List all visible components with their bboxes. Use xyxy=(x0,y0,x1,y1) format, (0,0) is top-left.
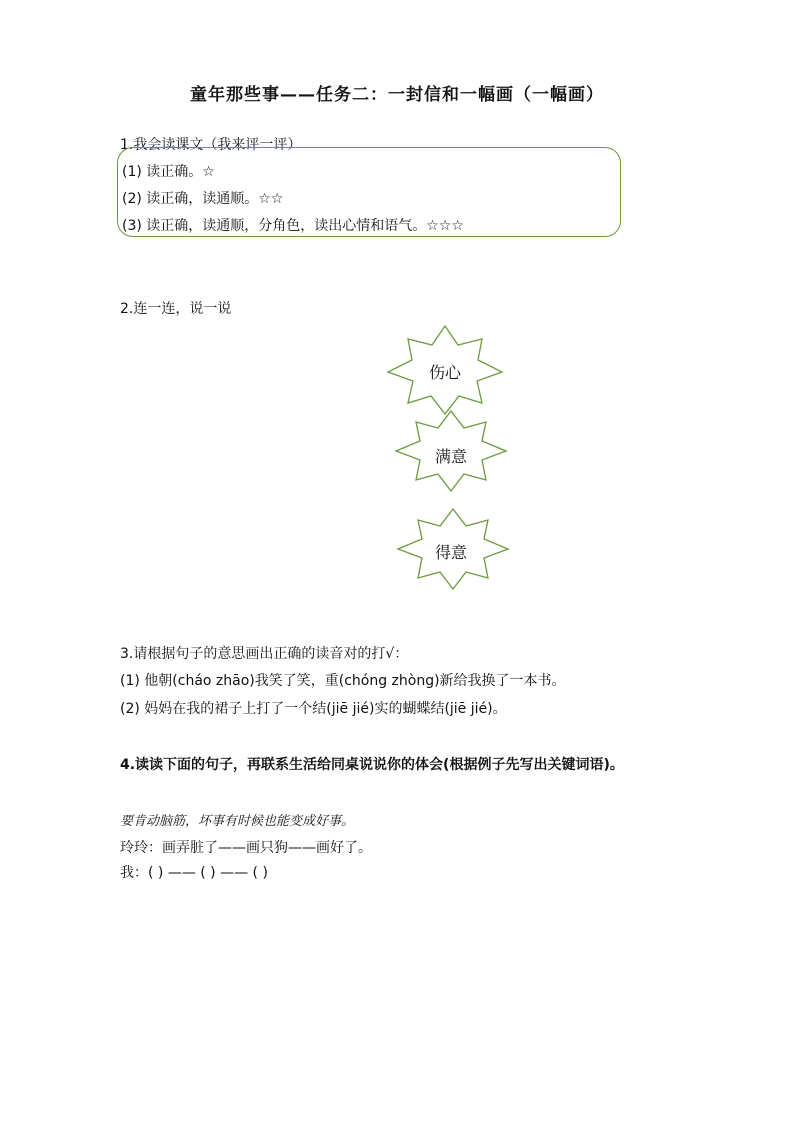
word-manyi: 满意 xyxy=(434,447,467,466)
section4-answer-line: 我：( ) —— ( ) —— ( ) xyxy=(120,865,268,881)
section4-example: 玲玲：画弄脏了——画只狗——画好了。 xyxy=(120,840,372,856)
section2-heading: 2.连一连，说一说 xyxy=(120,301,232,317)
section4-quote: 要肯动脑筋，坏事有时候也能变成好事。 xyxy=(120,814,355,829)
rubric-item-2: (2) 读正确，读通顺。☆☆ xyxy=(122,191,284,207)
page-title: 童年那些事——任务二：一封信和一幅画（一幅画） xyxy=(190,85,604,105)
section4-heading: 4.读读下面的句子，再联系生活给同桌说说你的体会(根据例子先写出关键词语)。 xyxy=(120,757,624,773)
word-deyi: 得意 xyxy=(434,543,467,562)
section3-item-1: (1) 他朝(cháo zhāo)我笑了笑，重(chóng zhòng)新给我换了一本书。 xyxy=(120,673,566,689)
word-shangxin: 伤心 xyxy=(428,363,461,382)
rubric-item-3: (3) 读正确，读通顺，分角色，读出心情和语气。☆☆☆ xyxy=(122,218,464,234)
section3-item-2: (2) 妈妈在我的裙子上打了一个结(jiē jié)实的蝴蝶结(jiē jié)。 xyxy=(120,701,507,717)
rubric-item-1: (1) 读正确。☆ xyxy=(122,164,215,180)
section3-heading: 3.请根据句子的意思画出正确的读音对的打√： xyxy=(120,646,409,662)
section1-heading: 1.我会读课文（我来评一评） xyxy=(120,137,302,153)
